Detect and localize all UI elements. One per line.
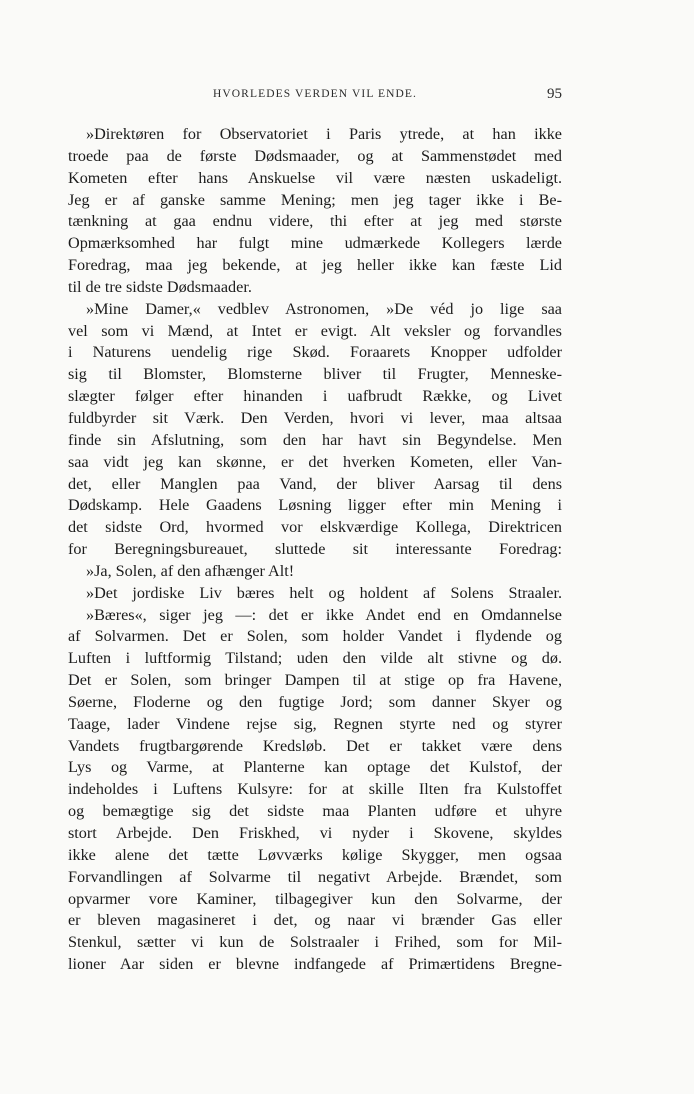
text-line: og bemægtige sig det sidste maa Planten udføre et uhyre — [68, 802, 562, 821]
text-line: »Mine Damer,« vedblev Astronomen, »De véd jo lige saa — [86, 299, 562, 318]
page-header — [68, 86, 562, 106]
text-line: vel som vi Mænd, at Intet er evigt. Alt veksler og forvandles — [68, 321, 562, 340]
text-line: Jeg er af ganske samme Mening; men jeg tager ikke i Be- — [68, 190, 562, 209]
text-line: af Solvarmen. Det er Solen, som holder Vandet i flydende og — [68, 627, 562, 646]
text-line: »Bæres«, siger jeg —: det er ikke Andet end en Omdannelse — [86, 605, 562, 624]
text-line: er bleven magasineret i det, og naar vi brænder Gas eller — [68, 911, 562, 930]
text-line: opvarmer vore Kaminer, tilbagegiver kun den Solvarme, der — [68, 889, 562, 908]
text-line: finde sin Afslutning, som den har havt sin Begyndelse. Men — [68, 430, 562, 449]
text-line: indeholdes i Luftens Kulsyre: for at skille Ilten fra Kulstoffet — [68, 780, 562, 799]
text-line: Vandets frugtbargørende Kredsløb. Det er takket være dens — [68, 736, 562, 755]
body-text — [68, 124, 562, 976]
text-line: »Direktøren for Observatoriet i Paris ytrede, at han ikke — [86, 125, 562, 143]
text-line: Taage, lader Vindene rejse sig, Regnen styrte ned og styrer — [68, 714, 562, 733]
text-line: fuldbyrder sit Værk. Den Verden, hvori vi lever, maa altsaa — [68, 408, 562, 427]
text-line: Stenkul, sætter vi kun de Solstraaler i Frihed, som for Mil- — [68, 933, 562, 952]
text-line: i Naturens uendelig rige Skød. Foraarets Knopper udfolder — [68, 343, 562, 362]
text-line: Lys og Varme, at Planterne kan optage det Kulstof, der — [68, 758, 562, 777]
text-line: slægter følger efter hinanden i uafbrudt Række, og Livet — [68, 387, 562, 406]
text-line: »Det jordiske Liv bæres helt og holdent af Solens Straaler. — [86, 583, 562, 602]
text-line: saa vidt jeg kan skønne, er det hverken Kometen, eller Van- — [68, 452, 562, 471]
text-line: Luften i luftformig Tilstand; uden den vilde alt stivne og dø. — [68, 649, 562, 668]
text-line: det sidste Ord, hvormed vor elskværdige Kollega, Direktricen — [68, 518, 562, 537]
text-line: Søerne, Floderne og den fugtige Jord; som danner Skyer og — [68, 692, 562, 711]
text-line: »Ja, Solen, af den afhænger Alt! — [86, 561, 295, 580]
text-line: Opmærksomhed har fulgt mine udmærkede Kollegers lærde — [68, 234, 562, 253]
text-line: stort Arbejde. Den Friskhed, vi nyder i Skovene, skyldes — [68, 824, 562, 842]
text-line: troede paa de første Dødsmaader, og at Sammenstødet med — [68, 146, 562, 165]
text-line: Forvandlingen af Solvarme til negativt Arbejde. Brændet, som — [68, 867, 562, 886]
text-line: tænkning at gaa endnu videre, thi efter at jeg med største — [68, 212, 562, 231]
text-line: Dødskamp. Hele Gaadens Løsning ligger efter min Mening i — [68, 496, 562, 515]
page-number: 95 — [547, 86, 562, 102]
text-line: Det er Solen, som bringer Dampen til at stige op fra Havene, — [68, 671, 562, 690]
text-line: lioner Aar siden er blevne indfangede af Primærtidens Bregne- — [68, 955, 562, 974]
text-line: ikke alene det tætte Løvværks kølige Skygger, men ogsaa — [68, 845, 562, 864]
text-line: det, eller Manglen paa Vand, der bliver Aarsag til dens — [68, 474, 562, 493]
text-line: Kometen efter hans Anskuelse vil være næsten uskadeligt. — [68, 168, 562, 187]
text-line: Foredrag, maa jeg bekende, at jeg heller ikke kan fæste Lid — [68, 256, 562, 275]
text-line: sig til Blomster, Blomsterne bliver til Frugter, Menneske- — [68, 365, 562, 384]
running-title: HVORLEDES VERDEN VIL ENDE. — [212, 88, 418, 100]
text-line: til de tre sidste Dødsmaader. — [68, 277, 252, 296]
text-line: for Beregningsbureauet, sluttede sit interessante Foredrag: — [68, 540, 562, 559]
